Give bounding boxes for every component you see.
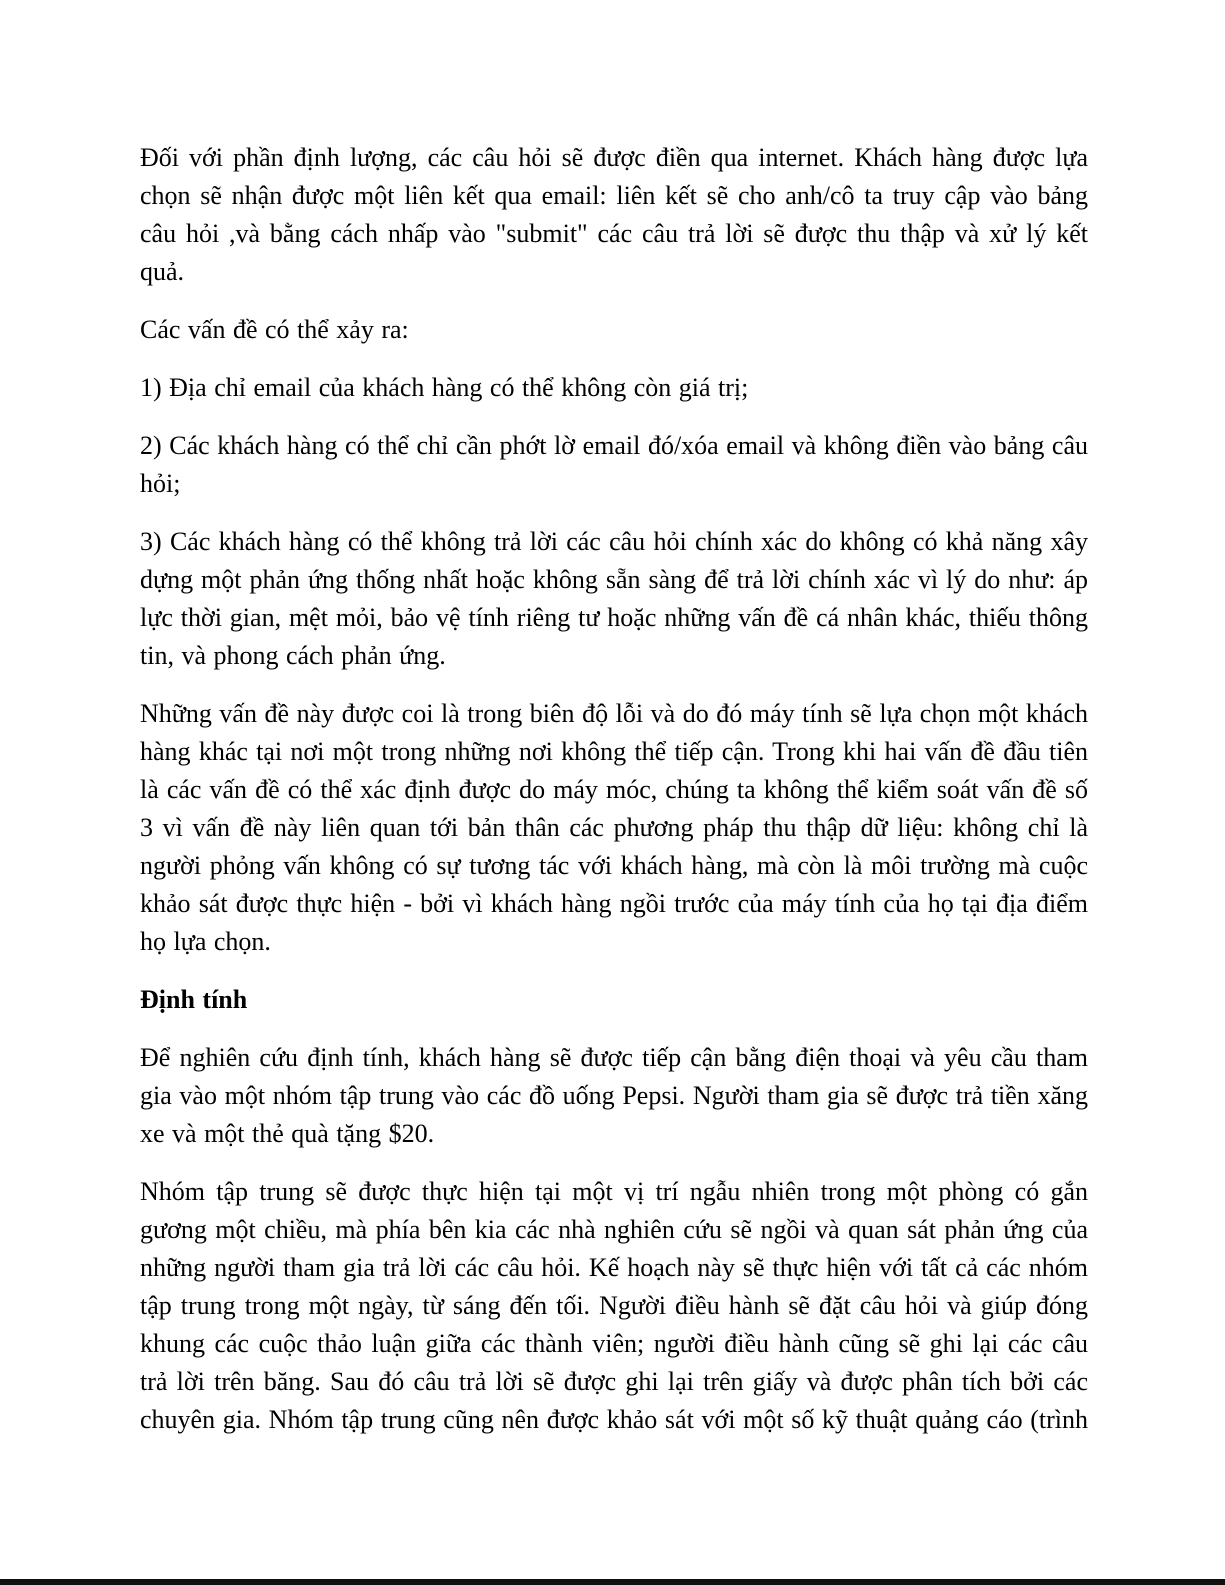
list-item-problem-2: 2) Các khách hàng có thể chỉ cần phớt lờ email đó/xóa email và không điền vào bảng câu hỏi;	[140, 431, 1088, 498]
paragraph-qualitative-intro: Để nghiên cứu định tính, khách hàng sẽ được tiếp cận bằng điện thoại và yêu cầu tham gia vào một nhóm tập trung vào các đồ uống Pepsi. Người tham gia sẽ được trả tiền xăng xe và một thẻ quà tặng $20.	[140, 1043, 1088, 1148]
list-item-problem-3: 3) Các khách hàng có thể không trả lời các câu hỏi chính xác do không có khả năng xây dựng một phản ứng thống nhất hoặc không sẵn sàng để trả lời chính xác vì lý do như: áp lực thời gian, mệt mỏi, bảo vệ tính riêng tư hoặc những vấn đề cá nhân khác, thiếu thông tin, và phong cách phản ứng.	[140, 527, 1088, 670]
paragraph-focus-group: Nhóm tập trung sẽ được thực hiện tại một vị trí ngẫu nhiên trong một phòng có gắn gương một chiều, mà phía bên kia các nhà nghiên cứu sẽ ngồi và quan sát phản ứng của những người tham gia trả lời các câu hỏi. Kế hoạch này sẽ thực hiện với tất cả các nhóm tập trung trong một ngày, từ sáng đến tối. Người điều hành sẽ đặt câu hỏi và giúp đóng khung các cuộc thảo luận giữa các thành viên; người điều hành cũng sẽ ghi lại các câu trả lời trên băng. Sau đó câu trả lời sẽ được ghi lại trên giấy và được phân tích bởi các chuyên gia. Nhóm tập trung cũng nên được khảo sát với một số kỹ thuật quảng cáo (trình	[140, 1177, 1088, 1434]
paragraph-quantitative-intro: Đối với phần định lượng, các câu hỏi sẽ được điền qua internet. Khách hàng được lựa chọn sẽ nhận được một liên kết qua email: liên kết sẽ cho anh/cô ta truy cập vào bảng câu hỏi ,và bằng cách nhấp vào "submit" các câu trả lời sẽ được thu thập và xử lý kết quả.	[140, 143, 1088, 286]
document-body	[140, 139, 1088, 1459]
section-heading-qualitative: Định tính	[140, 985, 248, 1014]
list-item-problem-1: 1) Địa chỉ email của khách hàng có thể không còn giá trị;	[140, 373, 749, 402]
paragraph-problems-intro: Các vấn đề có thể xảy ra:	[140, 315, 409, 344]
paragraph-error-margin: Những vấn đề này được coi là trong biên độ lỗi và do đó máy tính sẽ lựa chọn một khách hàng khác tại nơi một trong những nơi không thể tiếp cận. Trong khi hai vấn đề đầu tiên là các vấn đề có thể xác định được do máy móc, chúng ta không thể kiểm soát vấn đề số 3 vì vấn đề này liên quan tới bản thân các phương pháp thu thập dữ liệu: không chỉ là người phỏng vấn không có sự tương tác với khách hàng, mà còn là môi trường mà cuộc khảo sát được thực hiện - bởi vì khách hàng ngồi trước của máy tính của họ tại địa điểm họ lựa chọn.	[140, 699, 1088, 956]
page-bottom-edge	[0, 1579, 1225, 1585]
